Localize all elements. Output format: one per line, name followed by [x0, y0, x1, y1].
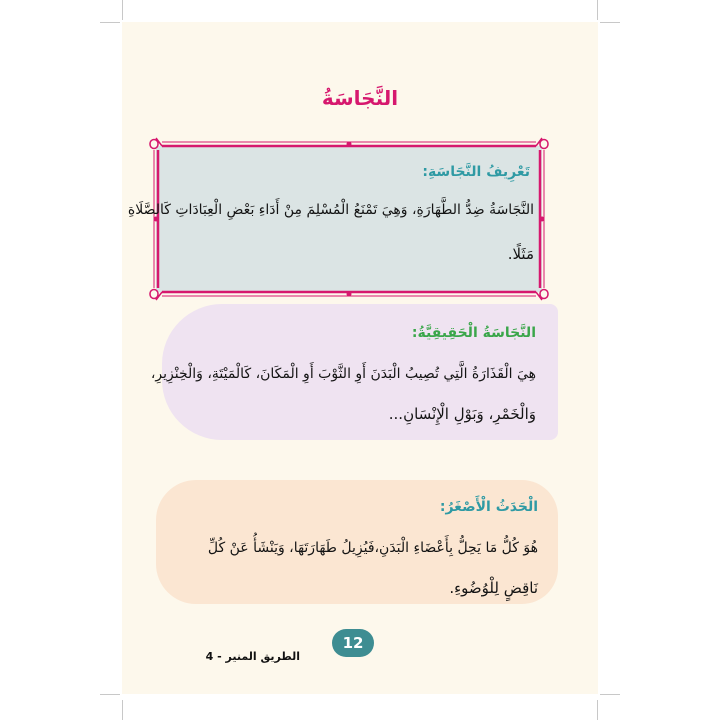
minor-impurity-line-1: هُوَ كُلُّ مَا يَحِلُّ بِأَعْضَاءِ الْبَدَنِ،فَيُزِيلُ طَهَارَتَهَا، وَيَنْشَأُ عَنْ كُلِّ [207, 540, 538, 556]
section-heading-real-impurity: النَّجَاسَةُ الْحَقِيقِيَّةُ: [411, 325, 536, 341]
footer-book-title: الطريق المنير - 4 [205, 650, 300, 663]
crop-mark [100, 22, 120, 23]
section-heading-definition: تَعْرِيفُ النَّجَاسَةِ: [422, 164, 530, 180]
minor-impurity-line-2: نَاقِضٍ لِلْوُضُوءِ. [449, 579, 538, 597]
crop-mark [600, 694, 620, 695]
crop-mark [122, 0, 123, 20]
crop-mark [600, 22, 620, 23]
real-impurity-line-2: وَالْخَمْرِ، وَبَوْلِ الْإِنْسَانِ... [388, 405, 536, 423]
crop-mark [122, 700, 123, 720]
crop-mark [100, 694, 120, 695]
book-page [122, 22, 598, 694]
section-heading-minor-impurity: الْحَدَثُ الْأَصْغَرُ: [439, 499, 538, 515]
crop-mark [597, 0, 598, 20]
page-title: النَّجَاسَةُ [321, 86, 399, 110]
real-impurity-line-1: هِيَ الْقَذَارَةُ الَّتِي تُصِيبُ الْبَدَنَ أَوِ الثَّوْبَ أَوِ الْمَكَانَ، كَالْمَيْتَةِ، وَالْخِنْزِيرِ، [150, 366, 536, 382]
definition-line-2: مَثَلًا. [507, 245, 534, 263]
crop-mark [597, 700, 598, 720]
definition-line-1: النَّجَاسَةُ ضِدُّ الطَّهَارَةِ، وَهِيَ تَمْنَعُ الْمُسْلِمَ مِنْ أَدَاءِ بَعْضِ الْعِبَادَاتِ كَالصَّلَاةِ [127, 202, 534, 218]
page-number-badge: 12 [332, 629, 374, 657]
